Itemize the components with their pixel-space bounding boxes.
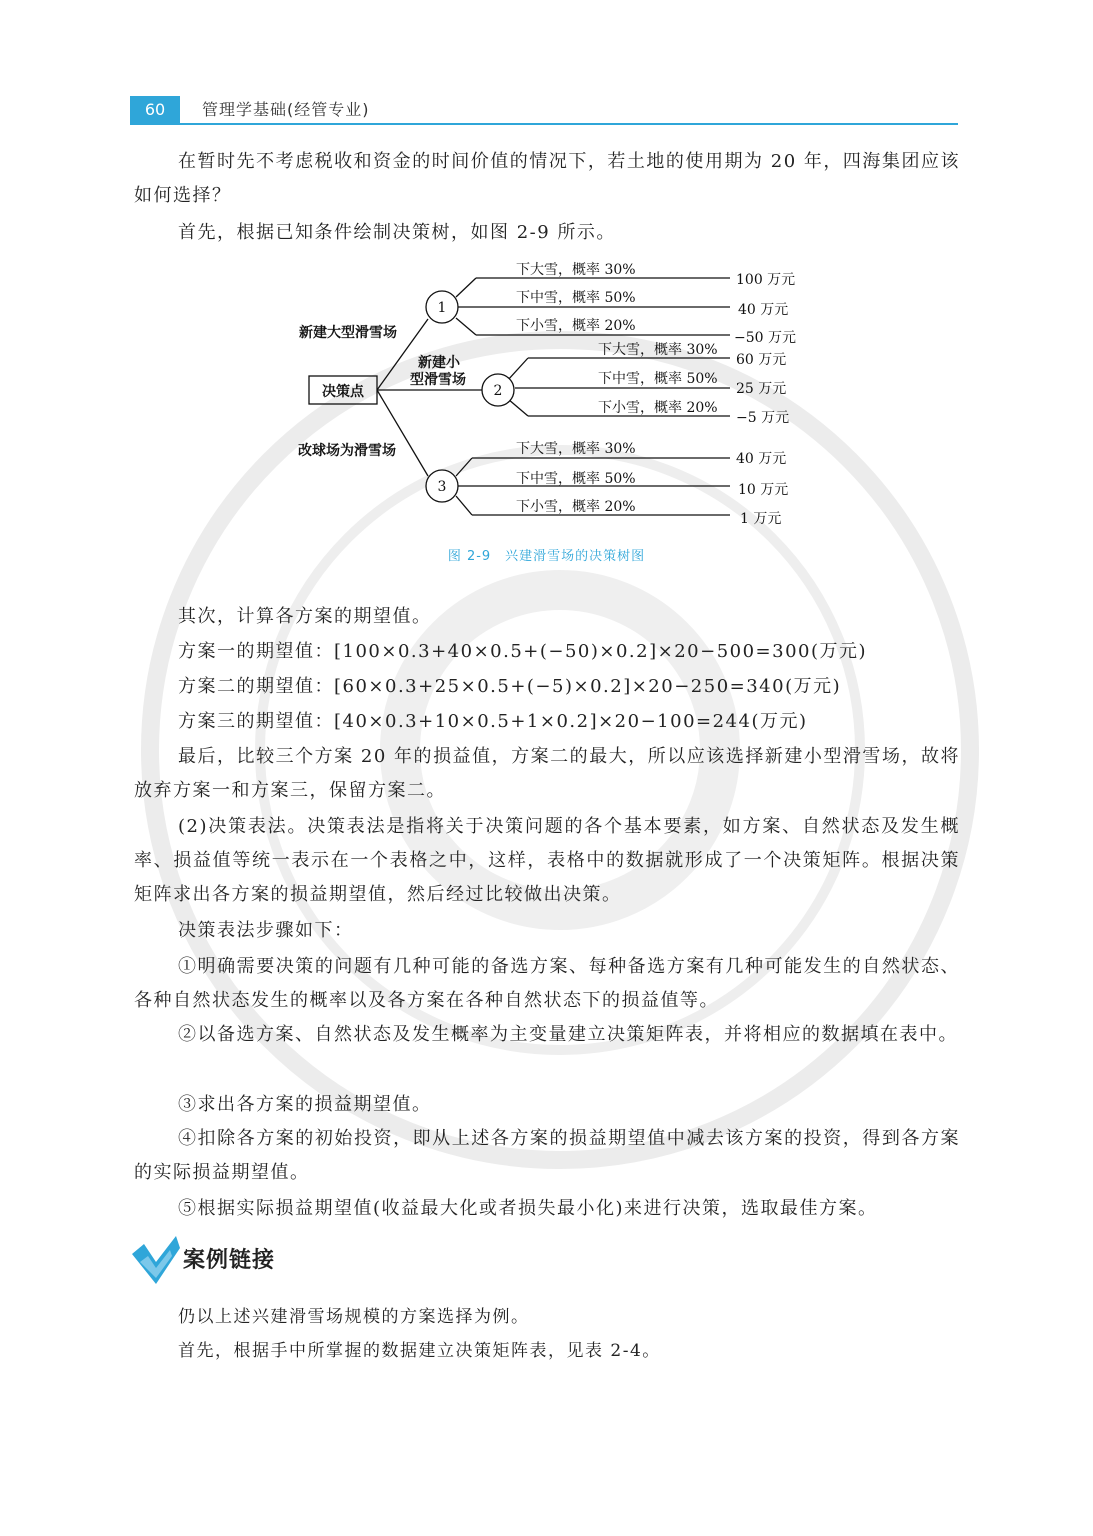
paragraph-decision-table: (2)决策表法。决策表法是指将关于决策问题的各个基本要素，如方案、自然状态及发生概率、损益值等统一表示在一个表格之中，这样，表格中的数据就形成了一个决策矩阵。根据决策矩阵求出各方案的损益期望值，然后经过比较做出决策。 xyxy=(134,816,960,905)
paragraph-steps-intro: 决策表法步骤如下： xyxy=(178,920,354,941)
node-1-label: 1 xyxy=(437,300,447,316)
node-3-label: 3 xyxy=(437,479,447,495)
formula-plan-2: 方案二的期望值：[60×0.3+25×0.5+(−5)×0.2]×20−250=340(万元) xyxy=(178,676,842,697)
case-paragraph-2: 首先，根据手中所掌握的数据建立决策矩阵表，见表 2-4。 xyxy=(178,1341,661,1361)
decision-node-label: 决策点 xyxy=(322,384,364,400)
payoff-value: 1 万元 xyxy=(740,511,782,527)
paragraph-step-two: 其次，计算各方案的期望值。 xyxy=(178,606,432,627)
branch-label: 下小雪，概率 20% xyxy=(516,499,636,515)
payoff-value: 40 万元 xyxy=(736,451,787,467)
header-title: 管理学基础(经管专业) xyxy=(202,100,370,119)
alt-2-label-line1: 新建小 xyxy=(418,355,460,371)
paragraph-conclusion: 最后，比较三个方案 20 年的损益值，方案二的最大，所以应该选择新建小型滑雪场，故将放弃方案一和方案三，保留方案二。 xyxy=(134,746,960,801)
payoff-value: −5 万元 xyxy=(736,410,790,426)
branch-label: 下小雪，概率 20% xyxy=(516,318,636,334)
decision-tree-figure xyxy=(0,0,1093,560)
branch-label: 下大雪，概率 30% xyxy=(598,342,718,358)
step-3: ③求出各方案的损益期望值。 xyxy=(178,1094,432,1115)
alt-2-label-line2: 型滑雪场 xyxy=(410,372,466,388)
payoff-value: −50 万元 xyxy=(734,330,796,346)
branch-label: 下中雪，概率 50% xyxy=(516,471,636,487)
step-5: ⑤根据实际损益期望值(收益最大化或者损失最小化)来进行决策，选取最佳方案。 xyxy=(178,1198,878,1219)
payoff-value: 100 万元 xyxy=(736,272,796,288)
payoff-value: 10 万元 xyxy=(738,482,789,498)
case-paragraph-1: 仍以上述兴建滑雪场规模的方案选择为例。 xyxy=(178,1307,530,1327)
formula-plan-3: 方案三的期望值：[40×0.3+10×0.5+1×0.2]×20−100=244(万元) xyxy=(178,711,808,732)
node-2-label: 2 xyxy=(493,383,503,399)
payoff-value: 40 万元 xyxy=(738,302,789,318)
paragraph-step-one: 首先，根据已知条件绘制决策树，如图 2-9 所示。 xyxy=(178,222,616,243)
payoff-value: 25 万元 xyxy=(736,381,787,397)
branch-label: 下大雪，概率 30% xyxy=(516,441,636,457)
step-1: ①明确需要决策的问题有几种可能的备选方案、每种备选方案有几种可能发生的自然状态、各种自然状态发生的概率以及各方案在各种自然状态下的损益值等。 xyxy=(134,956,960,1011)
step-2: ②以备选方案、自然状态及发生概率为主变量建立决策矩阵表，并将相应的数据填在表中。 xyxy=(178,1024,958,1045)
branch-label: 下中雪，概率 50% xyxy=(598,371,718,387)
checkmark-icon xyxy=(130,1232,180,1288)
case-section-title: 案例链接 xyxy=(183,1248,276,1273)
branch-label: 下小雪，概率 20% xyxy=(598,400,718,416)
figure-caption: 图 2-9 兴建滑雪场的决策树图 xyxy=(447,549,646,564)
page-number: 60 xyxy=(130,96,180,123)
formula-plan-1: 方案一的期望值：[100×0.3+40×0.5+(−50)×0.2]×20−500=300(万元) xyxy=(178,641,868,662)
payoff-value: 60 万元 xyxy=(736,352,787,368)
alt-3-label: 改球场为滑雪场 xyxy=(298,443,396,459)
paragraph-question: 在暂时先不考虑税收和资金的时间价值的情况下，若土地的使用期为 20 年，四海集团应该如何选择？ xyxy=(134,151,960,206)
branch-label: 下大雪，概率 30% xyxy=(516,262,636,278)
step-4: ④扣除各方案的初始投资，即从上述各方案的损益期望值中减去该方案的投资，得到各方案的实际损益期望值。 xyxy=(134,1128,960,1183)
branch-label: 下中雪，概率 50% xyxy=(516,290,636,306)
alt-1-label: 新建大型滑雪场 xyxy=(299,325,397,341)
